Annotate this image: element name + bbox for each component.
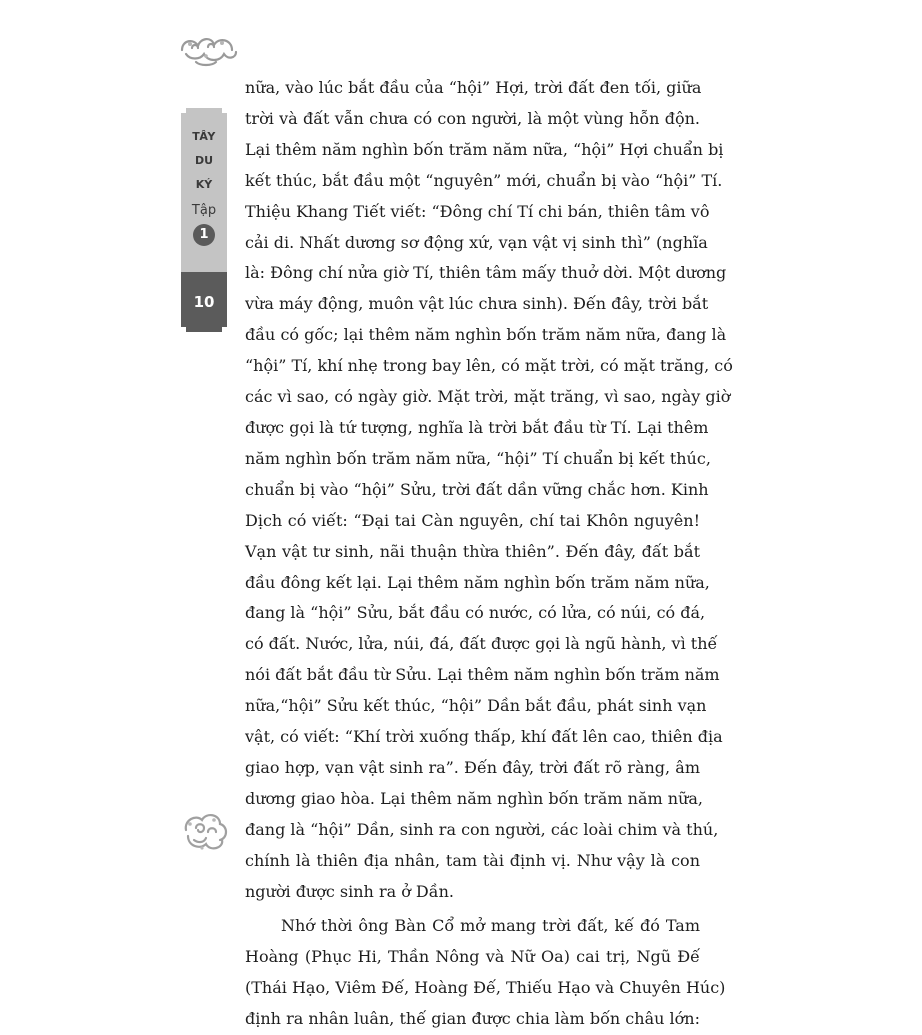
text-line: trời và đất vẫn chưa có con người, là một vùng hỗn độn. (245, 108, 700, 128)
page-number: 10 (181, 272, 227, 332)
volume-number-badge: 1 (193, 224, 215, 246)
text-line: “hội” Tí, khí nhẹ trong bay lên, có mặt trời, có mặt trăng, có (245, 356, 733, 376)
text-line: là: Đông chí nửa giờ Tí, thiên tâm mấy thuở dời. Một dương (245, 263, 727, 283)
text-line: đang là “hội” Sửu, bắt đầu có nước, có lửa, có núi, có đá, (245, 603, 706, 623)
text-line: kết thúc, bắt đầu một “nguyên” mới, chuẩn bị vào “hội” Tí. (245, 170, 723, 190)
text-line: chuẩn bị vào “hội” Sửu, trời đất dần vững chắc hơn. Kinh (245, 479, 709, 499)
cloud-ornament-top-icon (178, 30, 240, 70)
text-line: nữa,“hội” Sửu kết thúc, “hội” Dần bắt đầu, phát sinh vạn (245, 696, 707, 716)
text-line: đang là “hội” Dần, sinh ra con người, các loài chim và thú, (245, 819, 719, 839)
text-line: chính là thiên địa nhân, tam tài định vị. Như vậy là con (245, 850, 700, 870)
text-line: người được sinh ra ở Dần. (245, 881, 454, 901)
text-line: dương giao hòa. Lại thêm năm nghìn bốn trăm năm nữa, (245, 788, 703, 808)
text-line: nói đất bắt đầu từ Sửu. Lại thêm năm nghìn bốn trăm năm (245, 665, 720, 685)
text-line: có đất. Nước, lửa, núi, đá, đất được gọi là ngũ hành, vì thế (245, 634, 718, 654)
text-line: các vì sao, có ngày giờ. Mặt trời, mặt trăng, vì sao, ngày giờ (245, 387, 731, 407)
text-line: Nhớ thời ông Bàn Cổ mở mang trời đất, kế đó Tam (281, 916, 700, 936)
text-line: cải di. Nhất dương sơ động xứ, vạn vật vị sinh thì” (nghĩa (245, 232, 708, 252)
text-line: Lại thêm năm nghìn bốn trăm năm nữa, “hội” Hợi chuẩn bị (245, 139, 724, 159)
text-line: giao hợp, vạn vật sinh ra”. Đến đây, trời đất rõ ràng, âm (245, 757, 700, 777)
text-line: vật, có viết: “Khí trời xuống thấp, khí đất lên cao, thiên địa (245, 727, 723, 747)
text-line: (Thái Hạo, Viêm Đế, Hoàng Đế, Thiếu Hạo và Chuyên Húc) (245, 978, 726, 998)
cloud-ornament-bottom-icon (180, 808, 230, 856)
text-line: định ra nhân luân, thế gian được chia làm bốn châu lớn: (245, 1009, 700, 1029)
chapter-sidebar (181, 108, 227, 332)
paragraph-2 (245, 911, 726, 1035)
text-line: Thiệu Khang Tiết viết: “Đông chí Tí chi bán, thiên tâm vô (245, 201, 710, 221)
text-line: năm nghìn bốn trăm năm nữa, “hội” Tí chuẩn bị kết thúc, (245, 448, 711, 468)
text-line: đầu đông kết lại. Lại thêm năm nghìn bốn trăm năm nữa, (245, 572, 710, 592)
text-line: được gọi là tứ tượng, nghĩa là trời bắt đầu từ Tí. Lại thêm (245, 417, 709, 437)
book-title-line-2: DU (194, 154, 214, 167)
text-line: đầu có gốc; lại thêm năm nghìn bốn trăm năm nữa, đang là (245, 325, 727, 345)
paragraph-1 (245, 73, 733, 907)
book-title-line-1: TÂY (192, 130, 216, 143)
text-line: Dịch có viết: “Đại tai Càn nguyên, chí tai Khôn nguyên! (245, 510, 700, 530)
book-title-line-3: KÝ (195, 178, 213, 191)
volume-label: Tập (191, 203, 217, 218)
body-text (245, 73, 733, 1035)
text-line: nữa, vào lúc bắt đầu của “hội” Hợi, trời đất đen tối, giữa (245, 78, 702, 97)
text-line: vừa máy động, muôn vật lúc chưa sinh). Đến đây, trời bắt (245, 294, 709, 314)
text-line: Hoàng (Phục Hi, Thần Nông và Nữ Oa) cai trị, Ngũ Đế (245, 947, 700, 967)
text-line: Vạn vật tư sinh, nãi thuận thừa thiên”. Đến đây, đất bắt (245, 541, 700, 561)
